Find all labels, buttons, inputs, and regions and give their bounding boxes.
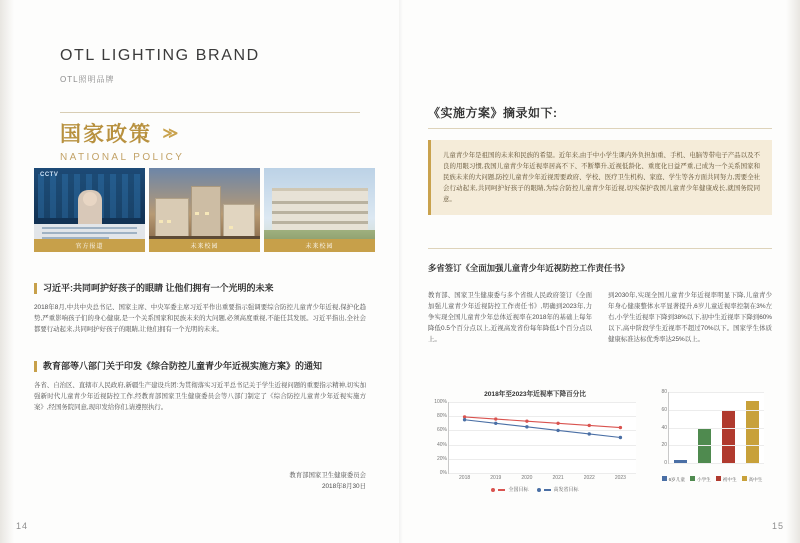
body-column-left: 教育部、国家卫生健康委与多个省级人民政府签订《全面加强儿童青少年近视防控工作责任书》,明确到2023年,力争实现全国儿童青少年总体近视率在2018年的基础上每年降低0.5个百分点以上,近视高发省份每年降低1个百分点以上。 xyxy=(428,292,592,343)
gridline xyxy=(669,428,764,429)
page-number-left: 14 xyxy=(16,521,29,531)
news-item-2 xyxy=(34,360,366,413)
legend-item xyxy=(662,476,685,483)
photo-news-studio xyxy=(34,168,145,252)
bar-chart-legend xyxy=(652,476,772,483)
legend-swatch xyxy=(742,476,747,481)
y-axis-tick-label: 0% xyxy=(439,470,447,476)
y-axis-tick-label: 80 xyxy=(661,389,667,395)
bar xyxy=(722,410,735,463)
legend-swatch xyxy=(716,476,721,481)
bullet-marker-icon xyxy=(34,283,37,294)
gridline xyxy=(449,473,636,474)
y-axis-tick-label: 20% xyxy=(436,455,447,462)
section-heading xyxy=(60,118,184,163)
two-column-body xyxy=(428,290,772,345)
right-divider-mid xyxy=(428,248,772,249)
subsection-heading: 多省签订《全面加强儿童青少年近视防控工作责任书》 xyxy=(428,263,629,273)
chevron-right-icon: ≫ xyxy=(162,125,177,142)
line-chart-legend xyxy=(428,486,642,493)
y-axis-tick-label: 40% xyxy=(436,441,447,448)
signature-org: 教育部国家卫生健康委员会 xyxy=(289,472,366,479)
x-axis-tick-label: 2019 xyxy=(490,475,502,481)
photo-campus-dusk xyxy=(149,168,260,252)
news-1-headline-row xyxy=(34,282,366,295)
anchor-person-icon xyxy=(78,190,102,224)
callout-box: 儿童青少年是祖国的未来和民族的希望。近年来,由于中小学生课内外负担加重、手机、电脑等带电子产品以及不良的用眼习惯,我国儿童青少年近视率居高不下、不断攀升,近视低龄化、重度化日益严重,已成为一个关系国家和民族未来的大问题,防控儿童青少年近视需要政府、学校、医疗卫生机构、家庭、学生等各方面共同努力,需要全社会行动起来,共同呵护好孩子的眼睛,为综合防控儿童青少年近视,切实保护我国儿童青少年健康成长,就国务院同意。 xyxy=(428,140,772,215)
y-axis-tick-label: 60 xyxy=(661,406,667,413)
legend-item xyxy=(716,476,737,483)
photo-caption: 未来校园 xyxy=(149,239,260,252)
legend-label: 初中生 xyxy=(722,477,737,482)
bullet-marker-icon xyxy=(34,361,37,372)
y-axis-tick-label: 20 xyxy=(661,442,667,449)
brand-name-cn: OTL照明品牌 xyxy=(60,75,115,84)
right-page xyxy=(400,0,800,543)
legend-swatch xyxy=(662,476,667,481)
y-axis-tick-label: 60% xyxy=(436,427,447,434)
legend-swatch xyxy=(690,476,695,481)
y-axis-tick-label: 80% xyxy=(436,413,447,420)
news-1-body: 2018年8月,中共中央总书记、国家主席、中央军委主席习近平作出重要指示强调要综合防控儿童青少年近视,保护化趋势,严重影响孩子们的身心健康,是一个关系国家和民族未来的大问题,必须高度重视,不能任其发展。习近平指出,全社会都要行动起来,共同呵护好孩子的眼睛,让他们拥有一个光明的未来。 xyxy=(34,304,366,333)
photo-caption: 未来校园 xyxy=(264,239,375,252)
legend-label: 6岁儿童 xyxy=(668,477,685,482)
line-series-layer xyxy=(449,402,636,473)
legend-label: 高发省目标 xyxy=(553,487,579,493)
brand-block xyxy=(60,46,260,85)
legend-item xyxy=(491,486,528,493)
line-chart xyxy=(428,388,642,493)
gridline xyxy=(669,463,764,464)
news-item-1 xyxy=(34,282,366,335)
broadcast-logo-icon: CCTV xyxy=(40,172,59,178)
y-axis-tick-label: 100% xyxy=(434,399,447,405)
x-axis-tick-label: 2020 xyxy=(521,475,533,481)
news-1-headline: 习近平:共同呵护好孩子的眼睛 让他们拥有一个光明的未来 xyxy=(43,283,274,293)
legend-label: 小学生 xyxy=(696,477,711,482)
legend-item xyxy=(742,476,763,483)
line-chart-title: 2018年至2023年近视率下降百分比 xyxy=(484,391,586,398)
charts-area xyxy=(428,388,772,493)
legend-label: 全国目标 xyxy=(508,487,529,493)
news-2-headline-row xyxy=(34,360,366,373)
body-column-right: 到2030年,实现全国儿童青少年近视率明显下降,儿童青少年身心健康整体水平显著提升,6岁儿童近视率控制在3%左右,小学生近视率下降到38%以下,初中生近视率下降到60%以下,高中阶段学生近视率不超过70%以下。国家学生体质健康标准达标优秀率达25%以上。 xyxy=(608,292,772,343)
x-axis-tick-label: 2023 xyxy=(614,475,626,481)
gridline xyxy=(669,392,764,393)
signature-date: 2018年8月30日 xyxy=(321,483,366,490)
bar-chart-plot xyxy=(661,389,764,466)
section-title-cn: 国家政策 xyxy=(60,123,152,146)
brand-name-en: OTL LIGHTING BRAND xyxy=(60,47,260,64)
photo-campus-day xyxy=(264,168,375,252)
line-chart-plot xyxy=(434,399,636,481)
y-axis-tick-label: 0 xyxy=(664,460,667,466)
news-2-headline: 教育部等八部门关于印发《综合防控儿童青少年近视实施方案》的通知 xyxy=(43,361,323,371)
photo-caption: 官方报道 xyxy=(34,239,145,252)
y-axis-tick-label: 40 xyxy=(661,424,667,431)
section-title-en: NATIONAL POLICY xyxy=(60,152,185,163)
x-axis-tick-label: 2018 xyxy=(459,475,471,481)
photo-strip xyxy=(34,168,375,252)
document-signature xyxy=(289,470,366,492)
page-number-right: 15 xyxy=(771,521,784,531)
x-axis-tick-label: 2021 xyxy=(552,475,564,481)
right-page-title: 《实施方案》摘录如下: xyxy=(428,106,558,120)
legend-label: 高中生 xyxy=(748,477,763,482)
x-axis-tick-label: 2022 xyxy=(583,475,595,481)
header-divider xyxy=(60,112,360,113)
gridline xyxy=(669,445,764,446)
legend-item xyxy=(537,486,579,493)
bar-chart xyxy=(652,388,772,483)
news-2-body: 各省、自治区、直辖市人民政府,新疆生产建设兵团:为贯彻落实习近平总书记关于学生近视问题的重要指示精神,切实加强新时代儿童青少年近视防控工作,经教育部国家卫生健康委员会等八部门制定了《综合防控儿童青少年近视实施方案》,经国务院同意,现印发给你们,请遵照执行。 xyxy=(34,382,366,411)
gridline xyxy=(669,410,764,411)
legend-item xyxy=(690,476,711,483)
right-divider-top xyxy=(428,128,772,129)
